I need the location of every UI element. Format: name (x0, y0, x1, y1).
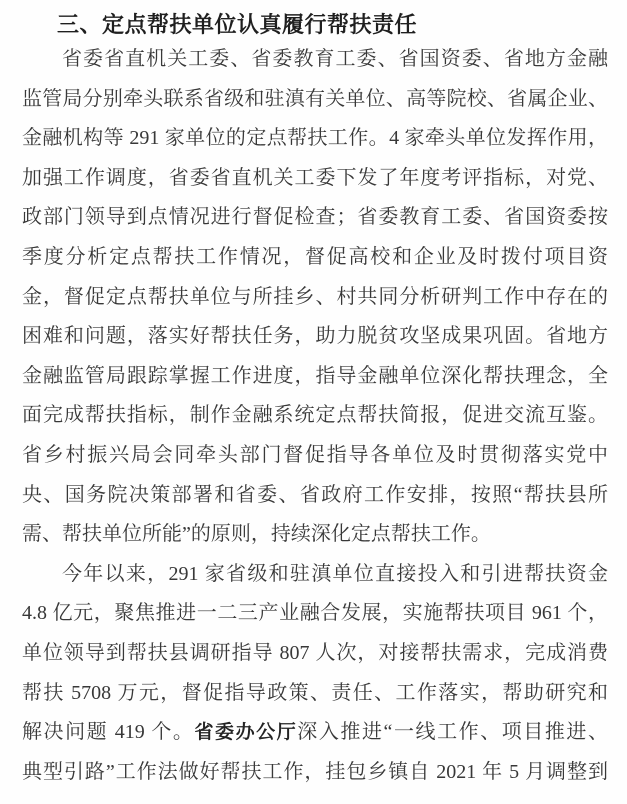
text-line (22, 713, 608, 753)
text-line: 监管局分别牵头联系省级和驻滇有关单位、高等院校、省属企业、 (22, 87, 608, 110)
bold-org-name: 省委办公厅 (194, 722, 298, 744)
text-segment: 深入推进“一线工作、项目推进、 (297, 721, 608, 744)
text-line: 4.8 亿元，聚焦推进一二三产业融合发展，实施帮扶项目 961 个， (22, 602, 608, 625)
text-line: 困难和问题，落实好帮扶任务，助力脱贫攻坚成果巩固。省地方 (22, 325, 608, 348)
text-line: 典型引路”工作法做好帮扶工作，挂包乡镇自 2021 年 5 月调整到 (22, 760, 608, 783)
text-line: 金融机构等 291 家单位的定点帮扶工作。4 家牵头单位发挥作用， (22, 127, 608, 150)
paragraph-2 (22, 555, 608, 793)
text-line: 季度分析定点帮扶工作情况，督促高校和企业及时拨付项目资 (22, 245, 608, 268)
text-line: 帮扶 5708 万元，督促指导政策、责任、工作落实，帮助研究和 (22, 681, 608, 704)
text-segment: 解决问题 419 个。 (22, 721, 195, 744)
text-line: 加强工作调度，省委省直机关工委下发了年度考评指标，对党、 (22, 166, 608, 189)
text-line: 央、国务院决策部署和省委、省政府工作安排，按照“帮扶县所 (22, 483, 608, 506)
text-line: 单位领导到帮扶县调研指导 807 人次，对接帮扶需求，完成消费 (22, 641, 608, 664)
paragraph-1 (22, 40, 608, 555)
text-line: 省委省直机关工委、省委教育工委、省国资委、省地方金融 (62, 48, 608, 70)
text-line: 金，督促定点帮扶单位与所挂乡、村共同分析研判工作中存在的 (22, 285, 608, 308)
text-line: 需、帮扶单位所能”的原则，持续深化定点帮扶工作。 (22, 523, 491, 546)
text-line: 省乡村振兴局会同牵头部门督促指导各单位及时贯彻落实党中 (22, 443, 608, 466)
text-line: 今年以来，291 家省级和驻滇单位直接投入和引进帮扶资金 (62, 562, 608, 585)
text-line: 金融监管局跟踪掌握工作进度，指导金融单位深化帮扶理念，全 (22, 364, 608, 387)
section-heading: 三、定点帮扶单位认真履行帮扶责任 (57, 12, 418, 37)
text-line: 面完成帮扶指标，制作金融系统定点帮扶简报，促进交流互鉴。 (22, 404, 608, 427)
text-line: 政部门领导到点情况进行督促检查；省委教育工委、省国资委按 (22, 206, 608, 229)
